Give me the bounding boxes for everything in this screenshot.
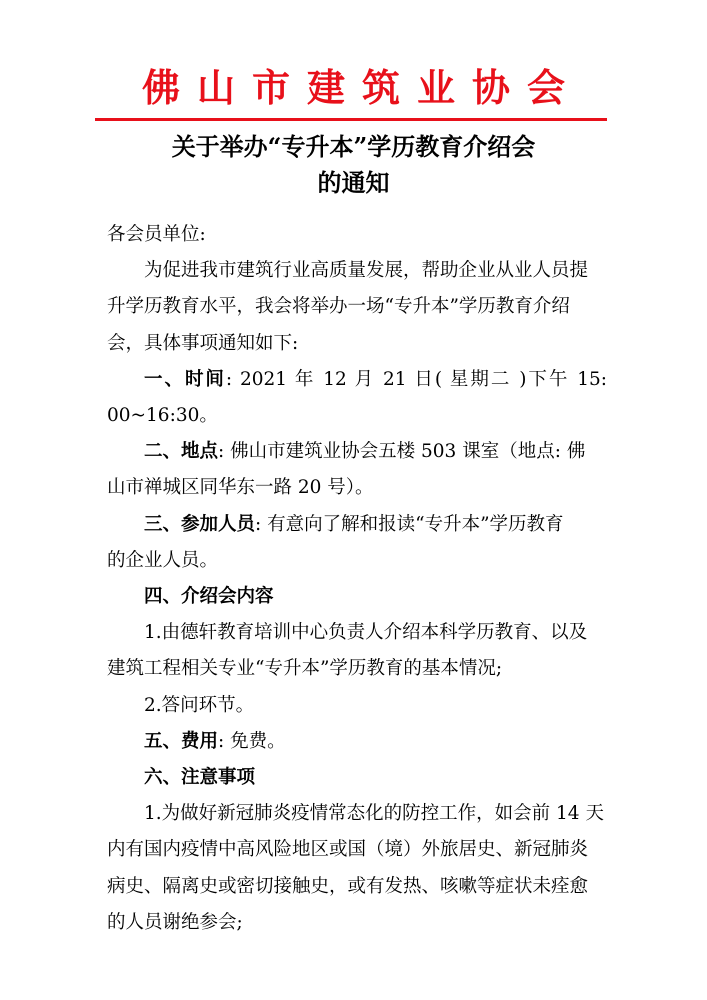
intro-line: 升学历教育水平，我会将举办一场“专升本”学历教育介绍 xyxy=(107,296,570,318)
salutation: 各会员单位: xyxy=(107,224,206,245)
intro-line: 会，具体事项通知如下: xyxy=(107,332,299,354)
section-content-heading-text: 四、介绍会内容 xyxy=(144,586,274,608)
section-participants-text: : 有意向了解和报读“专升本”学历教育 xyxy=(255,513,564,535)
intro-paragraph xyxy=(107,253,607,362)
notes-item1 xyxy=(107,796,607,941)
section-participants-line2: 的企业人员。 xyxy=(107,549,219,571)
section-fee xyxy=(107,724,607,760)
section-place-label: 二、地点 xyxy=(144,441,219,463)
section-place-text: : 佛山市建筑业协会五楼 503 课室（地点: 佛 xyxy=(218,441,586,463)
content-item2: 2.答问环节。 xyxy=(144,694,255,716)
content-item1-line1: 1.由德轩教育培训中心负责人介绍本科学历教育、以及 xyxy=(144,622,588,644)
section-fee-text: : 免费。 xyxy=(218,730,286,752)
notice-body xyxy=(107,217,607,941)
section-notes-heading-text: 六、注意事项 xyxy=(144,767,256,789)
org-masthead: 佛山市建筑业协会 xyxy=(141,66,582,110)
section-content-heading xyxy=(107,579,607,615)
section-time-text: : 2021 年 12 月 21 日( 星期二 )下午 15: 00~16:30。 xyxy=(107,368,607,427)
notes-item1-line: 内有国内疫情中高风险地区或国（境）外旅居史、新冠肺炎 xyxy=(107,839,589,861)
intro-line: 为促进我市建筑行业高质量发展，帮助企业从业人员提 xyxy=(144,260,589,282)
section-participants-label: 三、参加人员 xyxy=(144,513,256,535)
section-place-line1 xyxy=(107,434,607,470)
section-fee-label: 五、费用 xyxy=(144,730,219,752)
notice-title-line2: 的通知 xyxy=(317,168,390,197)
section-time-label: 一、时间 xyxy=(144,368,226,390)
content-item1 xyxy=(107,615,607,687)
notes-item1-line: 1.为做好新冠肺炎疫情常态化的防控工作，如会前 14 天 xyxy=(144,803,604,825)
header-rule xyxy=(95,118,607,121)
section-participants-line1 xyxy=(107,507,607,543)
section-time xyxy=(107,362,607,434)
notes-item1-line: 病史、隔离史或密切接触史，或有发热、咳嗽等症状未痊愈 xyxy=(107,875,589,897)
section-place xyxy=(107,434,607,506)
content-item1-line2: 建筑工程相关专业“专升本”学历教育的基本情况; xyxy=(107,658,503,680)
notice-title-line1: 关于举办“专升本”学历教育介绍会 xyxy=(171,132,536,161)
section-notes-heading xyxy=(107,760,607,796)
section-place-line2: 山市禅城区同华东一路 20 号）。 xyxy=(107,477,374,499)
notes-item1-line: 的人员谢绝参会; xyxy=(107,911,243,933)
section-participants xyxy=(107,507,607,579)
